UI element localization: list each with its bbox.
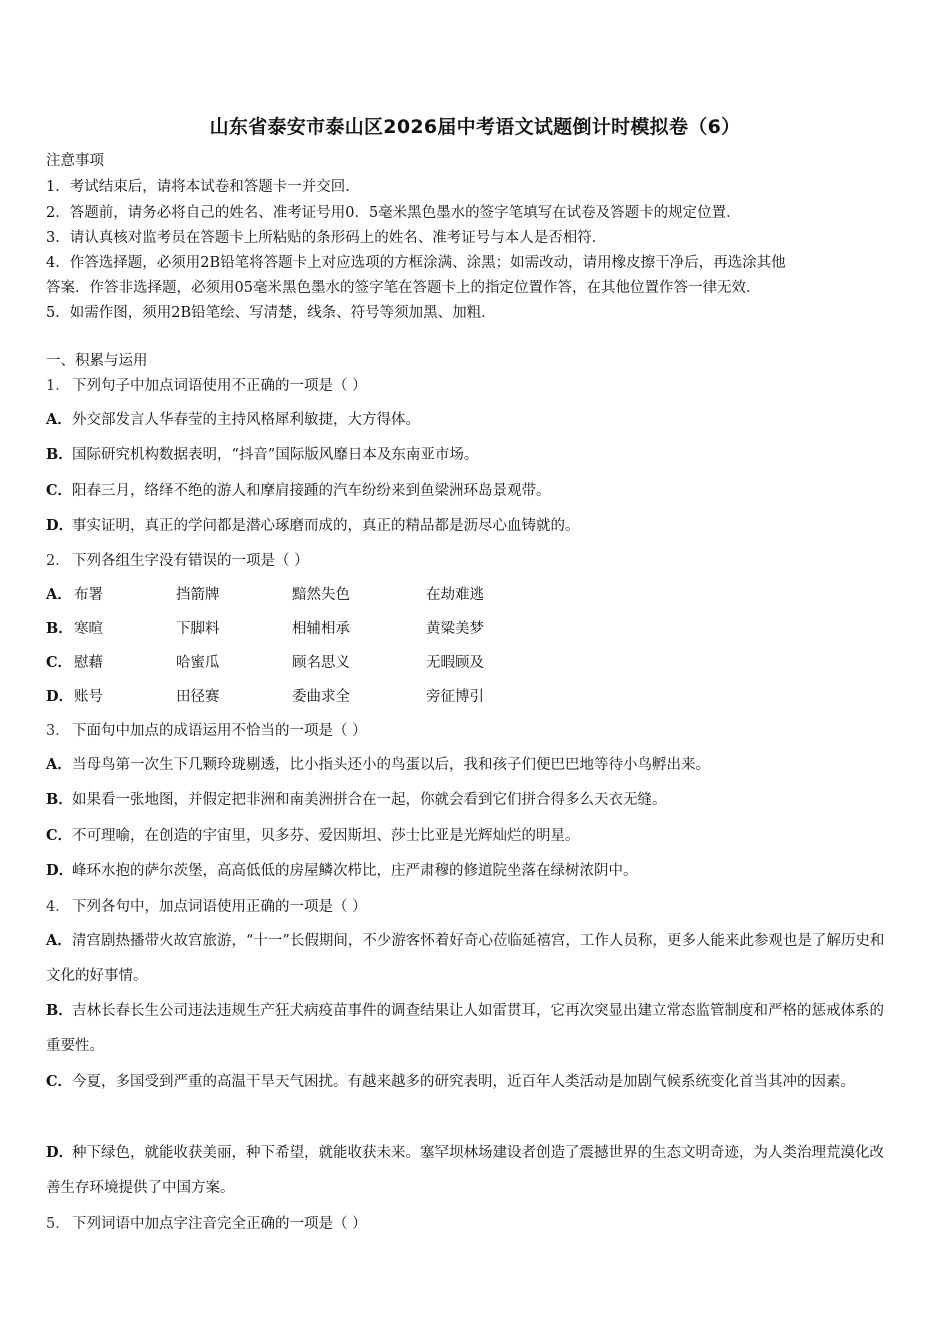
- option-letter: C．: [46, 654, 73, 671]
- option-text: 峰环水抱的萨尔茨堡，高高低低的房屋鳞次栉比，庄严肃穆的修道院坐落在绿树浓阴中。: [72, 863, 638, 879]
- question-number: 4．: [46, 899, 70, 915]
- notice-item: 2．答题前，请务必将自己的姓名、准考证号用0．5毫米黑色墨水的签字笔填写在试卷及答题卡的规定位置．: [46, 205, 741, 221]
- option-text: 如果看一张地图，并假定把非洲和南美洲拼合在一起，你就会看到它们拼合得多么天衣无缝。: [72, 792, 667, 808]
- option-letter: D．: [46, 688, 74, 705]
- question-5-stem: [46, 1214, 367, 1234]
- question-1-stem: [46, 376, 367, 396]
- option-word: 黯然失色: [292, 587, 350, 603]
- question-number: 5．: [46, 1216, 70, 1232]
- option-letter: C．: [46, 1073, 73, 1090]
- option-letter: B．: [46, 1002, 73, 1019]
- section-heading: 一、积累与运用: [46, 353, 148, 369]
- option-word: 委曲求全: [292, 689, 350, 705]
- option-letter: C．: [46, 827, 73, 844]
- notice-item: 1．考试结束后，请将本试卷和答题卡一并交回．: [46, 179, 360, 195]
- option-text: 阳春三月，络绎不绝的游人和摩肩接踵的汽车纷纷来到鱼梁洲环岛景观带。: [72, 483, 551, 499]
- option-text: 今夏，多国受到严重的高温干旱天气困扰。有越来越多的研究表明，近百年人类活动是加剧气候系统变化首当其冲的因素。: [72, 1074, 855, 1090]
- notice-item: 5．如需作图，须用2B铅笔绘、写清楚，线条、符号等须加黑、加粗．: [46, 305, 496, 321]
- option-word: 顾名思义: [292, 655, 350, 671]
- option-text: 事实证明，真正的学问都是潜心琢磨而成的，真正的精品都是沥尽心血铸就的。: [72, 518, 580, 534]
- option-word: 相辅相承: [292, 621, 350, 637]
- option-word: 下脚料: [176, 621, 220, 637]
- question-text: 下面句中加点的成语运用不恰当的一项是（ ）: [72, 723, 367, 739]
- notice-heading: 注意事项: [46, 153, 104, 169]
- question-number: 3．: [46, 723, 70, 739]
- option-letter: A．: [46, 586, 72, 603]
- question-text: 下列各组生字没有错误的一项是（ ）: [72, 553, 309, 569]
- option-word: 旁征博引: [426, 689, 484, 705]
- option-word: 慰藉: [74, 655, 103, 671]
- question-text: 下列各句中，加点词语使用正确的一项是（ ）: [72, 899, 367, 915]
- q3-option-d: [46, 861, 638, 881]
- question-2-stem: [46, 551, 309, 571]
- option-word: 无暇顾及: [426, 655, 484, 671]
- q4-option-d: [46, 1135, 898, 1206]
- option-word: 挡箭牌: [176, 587, 220, 603]
- option-text: 不可理喻，在创造的宇宙里，贝多芬、爱因斯坦、莎士比亚是光辉灿烂的明星。: [72, 828, 580, 844]
- option-text: 国际研究机构数据表明，“抖音”国际版风靡日本及东南亚市场。: [72, 447, 479, 463]
- option-text: 清宫剧热播带火故宫旅游，“十一”长假期间，不少游客怀着好奇心莅临延禧宫，工作人员称，更多人能来此参观也是了解历史和文化的好事情。: [46, 933, 885, 984]
- q1-option-a: [46, 410, 420, 430]
- q3-option-b: [46, 790, 667, 810]
- option-word: 寒暄: [74, 621, 103, 637]
- q4-option-a: [46, 923, 898, 994]
- option-letter: A．: [46, 756, 72, 773]
- option-word: 黄粱美梦: [426, 621, 484, 637]
- option-letter: B．: [46, 620, 73, 637]
- question-number: 1．: [46, 378, 70, 394]
- option-word: 田径赛: [176, 689, 220, 705]
- option-letter: B．: [46, 446, 73, 463]
- q4-option-c: [46, 1064, 898, 1100]
- q1-option-b: [46, 445, 478, 465]
- option-letter: B．: [46, 791, 73, 808]
- option-word: 在劫难逃: [426, 587, 484, 603]
- option-text: 种下绿色，就能收获美丽，种下希望，就能收获未来。塞罕坝林场建设者创造了震撼世界的生态文明奇迹，为人类治理荒漠化改善生存环境提供了中国方案。: [46, 1145, 884, 1196]
- exam-title: 山东省泰安市泰山区2026届中考语文试题倒计时模拟卷（6）: [209, 116, 741, 138]
- question-text: 下列词语中加点字注音完全正确的一项是（ ）: [72, 1216, 367, 1232]
- option-letter: D．: [46, 862, 74, 879]
- option-letter: D．: [46, 1144, 74, 1161]
- q4-option-b: [46, 993, 898, 1064]
- option-letter: A．: [46, 932, 72, 949]
- option-letter: C．: [46, 482, 73, 499]
- option-letter: D．: [46, 517, 74, 534]
- option-word: 哈蜜瓜: [176, 655, 220, 671]
- question-text: 下列句子中加点词语使用不正确的一项是（ ）: [72, 378, 367, 394]
- q1-option-d: [46, 516, 580, 536]
- q3-option-a: [46, 755, 710, 775]
- notice-item: 4．作答选择题，必须用2B铅笔将答题卡上对应选项的方框涂满、涂黑；如需改动，请用橡皮擦干净后，再选涂其他: [46, 255, 786, 271]
- question-4-stem: [46, 897, 367, 917]
- option-text: 外交部发言人华春莹的主持风格犀利敏捷，大方得体。: [72, 412, 420, 428]
- option-text: 当母鸟第一次生下几颗玲珑剔透，比小指头还小的鸟蛋以后，我和孩子们便巴巴地等待小鸟孵出来。: [72, 757, 710, 773]
- question-number: 2．: [46, 553, 70, 569]
- option-letter: A．: [46, 411, 72, 428]
- notice-item: 答案．作答非选择题，必须用05毫米黑色墨水的签字笔在答题卡上的指定位置作答，在其他位置作答一律无效．: [46, 280, 761, 296]
- option-word: 布署: [74, 587, 103, 603]
- option-word: 账号: [74, 689, 103, 705]
- q1-option-c: [46, 481, 551, 501]
- option-text: 吉林长春长生公司违法违规生产狂犬病疫苗事件的调查结果让人如雷贯耳，它再次突显出建立常态监管制度和严格的惩戒体系的重要性。: [46, 1003, 884, 1054]
- q3-option-c: [46, 826, 580, 846]
- question-3-stem: [46, 721, 367, 741]
- notice-item: 3．请认真核对监考员在答题卡上所粘贴的条形码上的姓名、准考证号与本人是否相符．: [46, 230, 607, 246]
